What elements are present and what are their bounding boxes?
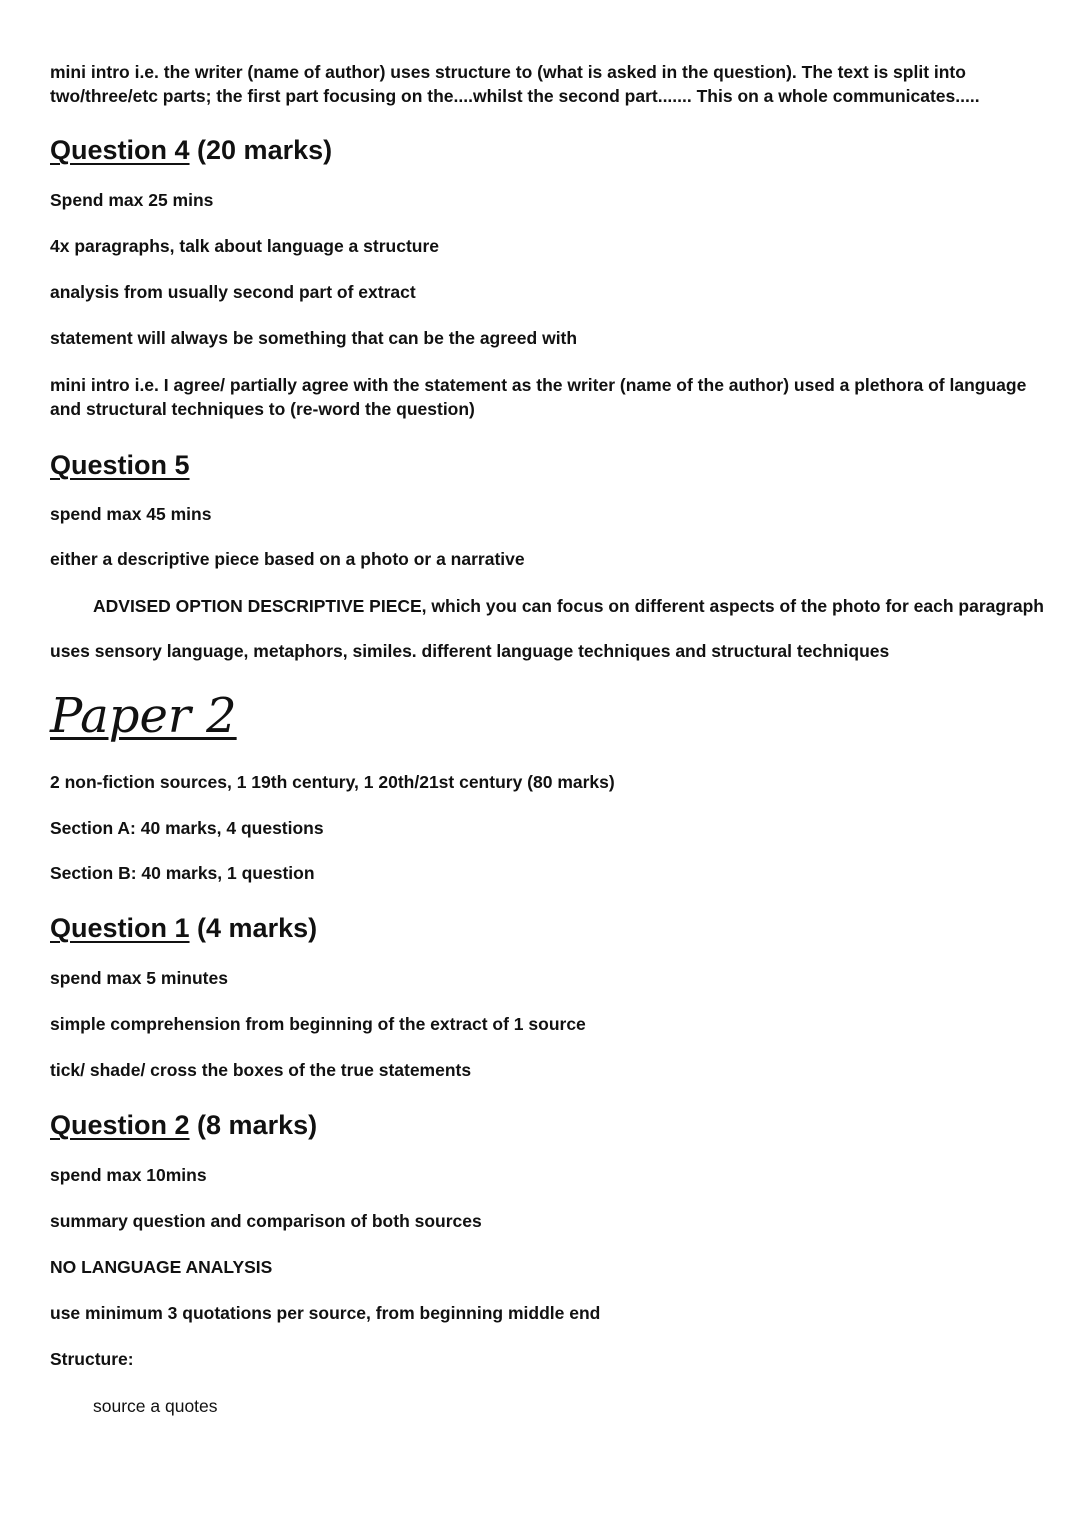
q4-mini-intro-text: mini intro i.e. I agree/ partially agree with the statement as the writer (name of the author) used a plethora of language and structural techniques to (re-word the question) (50, 375, 1027, 419)
p2q1-tick-text: tick/ shade/ cross the boxes of the true statements (50, 1060, 472, 1080)
p2q2-source-a-text: source a quotes (93, 1396, 218, 1416)
p2q2-quotations-text: use minimum 3 quotations per source, from beginning middle end (50, 1303, 601, 1323)
question-4-heading (50, 133, 332, 167)
q4-paragraphs-text: 4x paragraphs, talk about language a structure (50, 236, 439, 256)
q5-time-text: spend max 45 mins (50, 504, 212, 524)
p2q1-time-text: spend max 5 minutes (50, 968, 228, 988)
p2q2-structure-label: Structure: (50, 1349, 134, 1369)
paper-2-sources-text: 2 non-fiction sources, 1 19th century, 1 20th/21st century (80 marks) (50, 772, 615, 792)
q4-statement-text: statement will always be something that can be the agreed with (50, 328, 578, 348)
p2q2-no-analysis-text: NO LANGUAGE ANALYSIS (50, 1257, 273, 1277)
paper-2-question-2-marks: (8 marks) (189, 1110, 318, 1140)
paper-2-question-1-heading (50, 911, 317, 945)
paper-2-question-2-heading (50, 1108, 317, 1142)
q5-either-text: either a descriptive piece based on a photo or a narrative (50, 549, 525, 569)
paper-2-question-1-title: Question 1 (50, 913, 190, 943)
q4-analysis-text: analysis from usually second part of extract (50, 282, 416, 302)
p2q2-summary-text: summary question and comparison of both sources (50, 1211, 482, 1231)
paper-2-question-1-marks: (4 marks) (189, 913, 318, 943)
question-5-heading (50, 448, 190, 482)
q3-mini-intro-text: mini intro i.e. the writer (name of author) uses structure to (what is asked in the question). The text is split into two/three/etc parts; the first part focusing on the....whilst the second part....... This on a whole communicates..... (50, 62, 980, 106)
question-5-title: Question 5 (50, 450, 190, 480)
paper-2-title: Paper 2 (50, 688, 237, 744)
q5-advised-text: ADVISED OPTION DESCRIPTIVE PIECE, which you can focus on different aspects of the photo for each paragraph (93, 596, 1044, 616)
q5-uses-text: uses sensory language, metaphors, similes. different language techniques and structural techniques (50, 641, 890, 661)
question-4-title: Question 4 (50, 135, 190, 165)
p2q2-time-text: spend max 10mins (50, 1165, 207, 1185)
p2q1-comprehension-text: simple comprehension from beginning of the extract of 1 source (50, 1014, 586, 1034)
question-4-marks: (20 marks) (189, 135, 333, 165)
paper-2-question-2-title: Question 2 (50, 1110, 190, 1140)
q4-time-text: Spend max 25 mins (50, 190, 214, 210)
paper-2-section-a-text: Section A: 40 marks, 4 questions (50, 818, 324, 838)
paper-2-section-b-text: Section B: 40 marks, 1 question (50, 863, 315, 883)
